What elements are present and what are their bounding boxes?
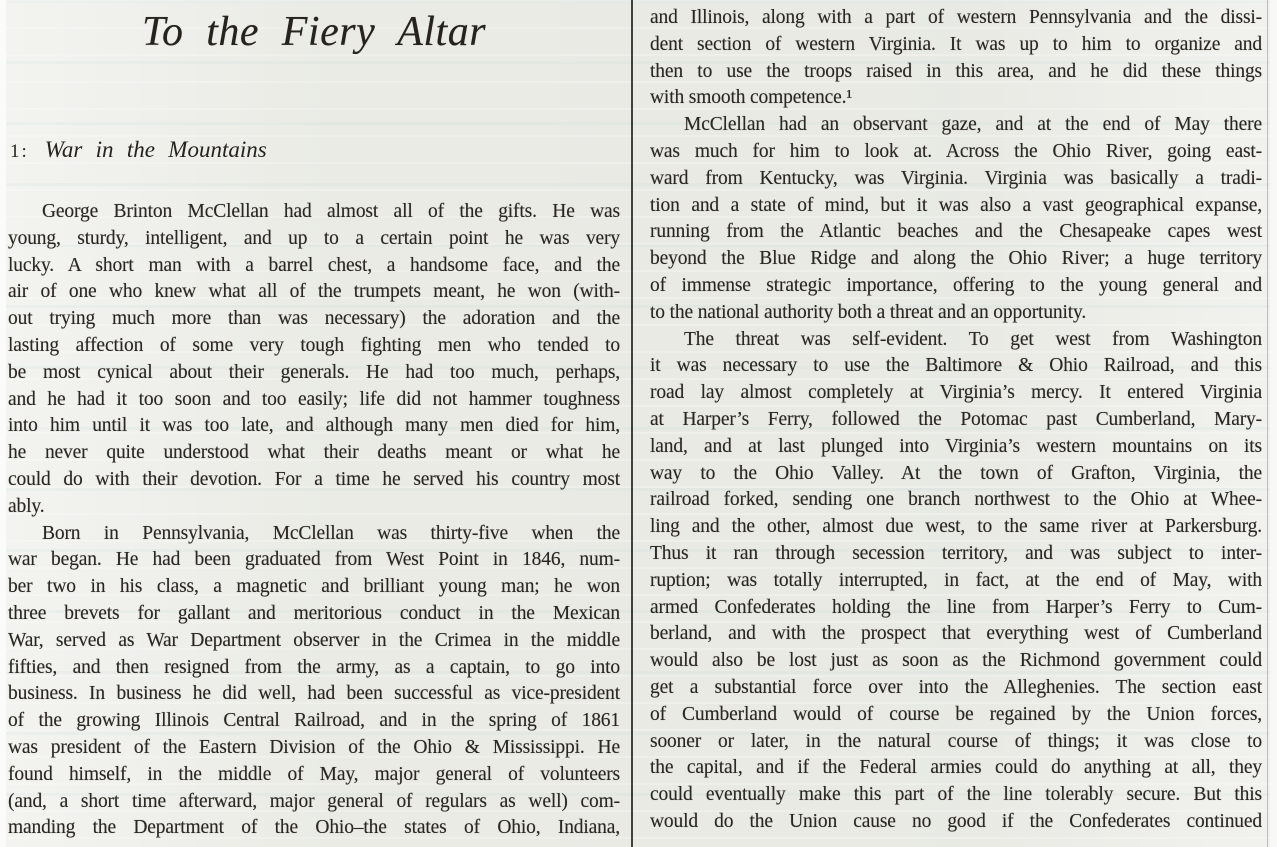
text-line: dent section of western Virginia. It was up to him to organize and — [650, 33, 1262, 55]
scan-left-edge — [0, 0, 6, 847]
scan-right-edge-line — [1267, 0, 1268, 847]
text-line: then to use the troops raised in this area, and he did these things — [650, 60, 1262, 82]
text-line: armed Confederates holding the line from Harper’s Ferry to Cum- — [650, 596, 1262, 618]
text-line: lasting affection of some very tough fighting men who tended to — [8, 334, 620, 356]
text-line: and Illinois, along with a part of western Pennsylvania and the dissi- — [650, 7, 1262, 28]
paragraph — [650, 112, 1262, 326]
text-line: War, served as War Department observer in the Crimea in the middle — [8, 629, 620, 651]
text-line: Born in Pennsylvania, McClellan was thirty-five when the — [42, 522, 620, 544]
text-line: the capital, and if the Federal armies could do anything at all, they — [650, 757, 1262, 779]
text-line: was much for him to look at. Across the Ohio River, going east- — [650, 140, 1262, 162]
text-line: ruption; was totally interrupted, in fact, at the end of May, with — [650, 569, 1262, 591]
text-line: war began. He had been graduated from West Point in 1846, num- — [8, 549, 620, 571]
text-line: with smooth competence.¹ — [650, 87, 853, 109]
text-line: get a substantial force over into the Alleghenies. The section east — [650, 676, 1262, 698]
text-line: ward from Kentucky, was Virginia. Virginia was basically a tradi- — [650, 167, 1262, 189]
left-column — [8, 0, 620, 842]
paragraph — [650, 5, 1262, 112]
text-line: it was necessary to use the Baltimore & Ohio Railroad, and this — [650, 355, 1262, 377]
text-line: of the growing Illinois Central Railroad, and in the spring of 1861 — [8, 710, 620, 732]
text-line: would also be lost just as soon as the Richmond government could — [650, 650, 1262, 672]
section-heading — [8, 136, 620, 167]
right-column-text — [650, 5, 1262, 836]
scan-right-edge — [1270, 0, 1277, 847]
text-line: was president of the Eastern Division of the Ohio & Mississippi. He — [8, 736, 620, 758]
text-line: ber two in his class, a magnetic and brilliant young man; he won — [8, 576, 620, 598]
text-line: The threat was self-evident. To get west from Washington — [684, 328, 1262, 350]
column-divider — [631, 0, 633, 847]
chapter-title: To the Fiery Altar — [141, 9, 487, 55]
text-line: railroad forked, sending one branch northwest to the Ohio at Whee- — [650, 489, 1262, 511]
text-line: and he had it too soon and too easily; life did not hammer toughness — [8, 388, 620, 410]
text-line: George Brinton McClellan had almost all of the gifts. He was — [42, 201, 620, 222]
right-column — [650, 5, 1262, 836]
section-number: 1: — [10, 141, 29, 162]
text-line: out trying much more than was necessary) the adoration and the — [8, 308, 620, 330]
text-line: air of one who knew what all of the trumpets meant, he won (with- — [8, 281, 620, 303]
left-column-text — [8, 199, 620, 842]
text-line: young, sturdy, intelligent, and up to a certain point he was very — [8, 227, 620, 249]
text-line: land, and at last plunged into Virginia’s western mountains on its — [650, 435, 1262, 457]
text-line: Thus it ran through secession territory, and was subject to inter- — [650, 542, 1262, 564]
text-line: McClellan had an observant gaze, and at the end of May there — [684, 114, 1262, 136]
paragraph — [8, 521, 620, 843]
text-line: business. In business he did well, had been successful as vice-president — [8, 683, 620, 705]
paragraph — [8, 199, 620, 521]
text-line: fifties, and then resigned from the army, as a captain, to go into — [8, 656, 620, 678]
text-line: be most cynical about their generals. He had too much, perhaps, — [8, 361, 620, 383]
text-line: of immense strategic importance, offering to the young general and — [650, 274, 1262, 296]
text-line: beyond the Blue Ridge and along the Ohio River; a huge territory — [650, 248, 1262, 270]
text-line: could do with their devotion. For a time he served his country most — [8, 468, 620, 490]
text-line: manding the Department of the Ohio–the states of Ohio, Indiana, — [8, 817, 620, 839]
text-line: sooner or later, in the natural course of things; it was close to — [650, 730, 1262, 752]
text-line: berland, and with the prospect that everything west of Cumberland — [650, 623, 1262, 645]
text-line: lucky. A short man with a barrel chest, a handsome face, and the — [8, 254, 620, 276]
text-line: road lay almost completely at Virginia’s mercy. It entered Virginia — [650, 382, 1262, 404]
text-line: to the national authority both a threat and an opportunity. — [650, 301, 1087, 323]
text-line: of Cumberland would of course be regained by the Union forces, — [650, 703, 1262, 725]
text-line: (and, a short time afterward, major general of regulars as well) com- — [8, 790, 620, 812]
text-line: he never quite understood what their deaths meant or what he — [8, 442, 620, 464]
text-line: would do the Union cause no good if the Confederates continued — [650, 810, 1262, 832]
text-line: could eventually make this part of the line tolerably secure. But this — [650, 784, 1262, 806]
text-line: three brevets for gallant and meritorious conduct in the Mexican — [8, 602, 620, 624]
text-line: ably. — [8, 495, 45, 517]
section-title: War in the Mountains — [44, 137, 267, 162]
text-line: tion and a state of mind, but it was also a vast geographical expanse, — [650, 194, 1262, 216]
text-line: way to the Ohio Valley. At the town of Grafton, Virginia, the — [650, 462, 1262, 484]
text-line: into him until it was too late, and although many men died for him, — [8, 415, 620, 437]
text-line: running from the Atlantic beaches and the Chesapeake capes west — [650, 221, 1262, 243]
text-line: at Harper’s Ferry, followed the Potomac past Cumberland, Mary- — [650, 408, 1262, 430]
paragraph — [650, 327, 1262, 836]
text-line: ling and the other, almost due west, to the same river at Parkersburg. — [650, 516, 1262, 538]
text-line: found himself, in the middle of May, major general of volunteers — [8, 763, 620, 785]
